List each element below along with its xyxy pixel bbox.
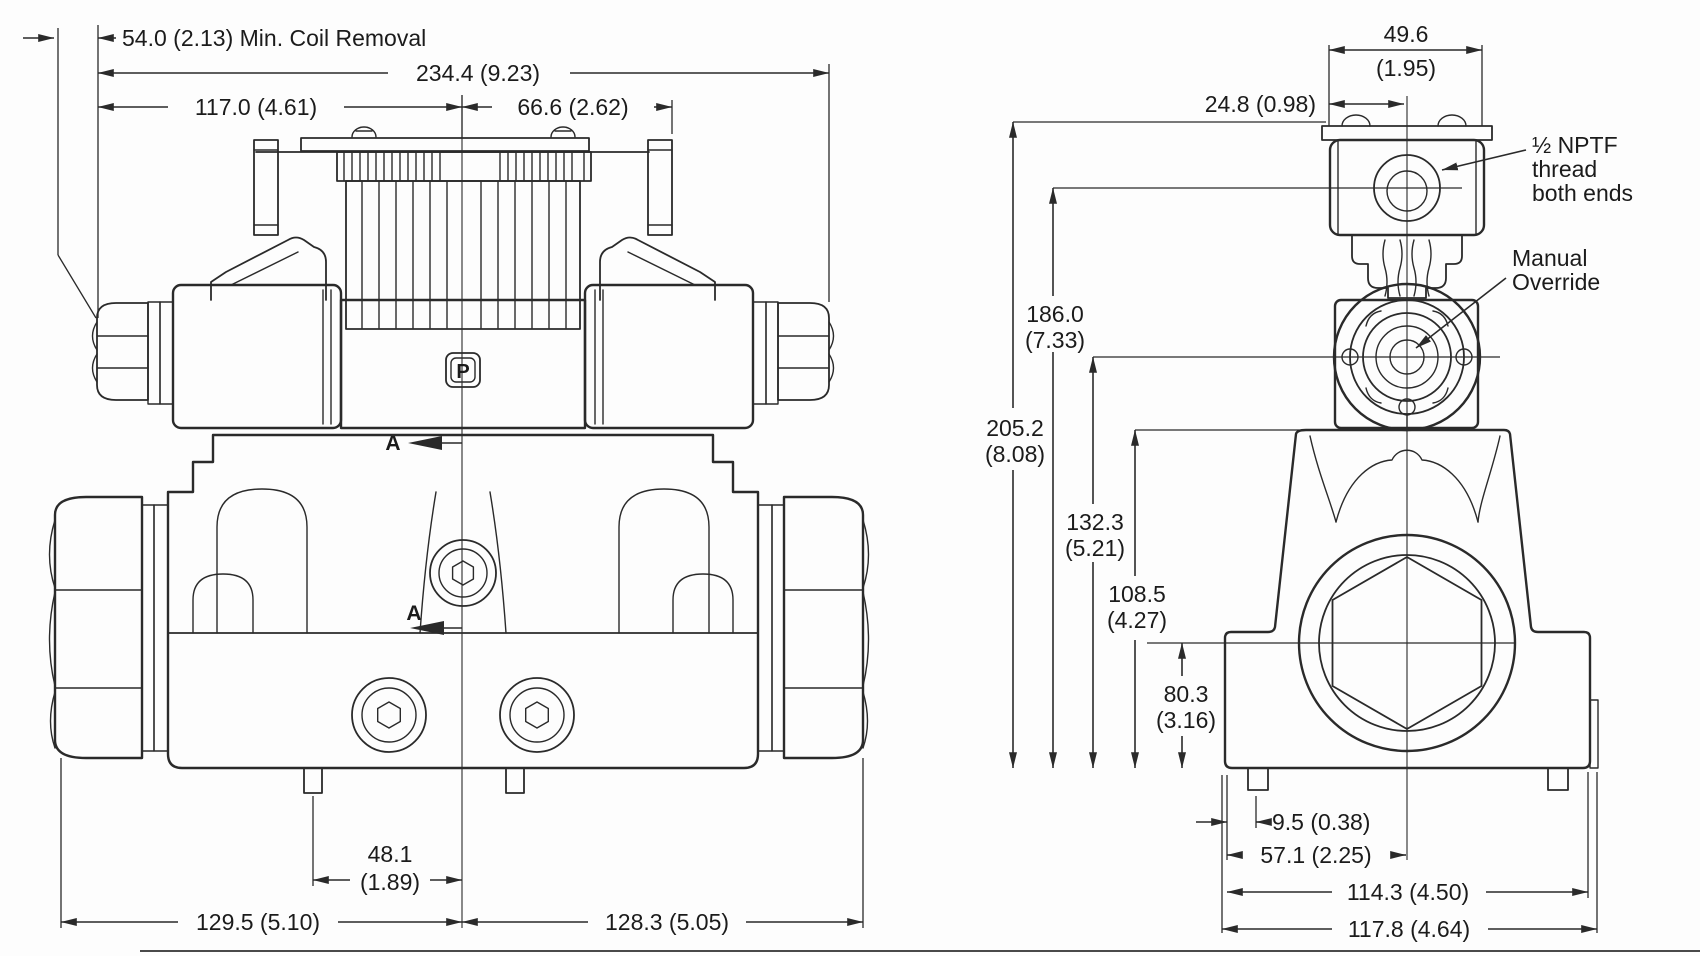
dim-overall-length: 234.4 (9.23): [415, 60, 541, 86]
valve-body-side: [1225, 430, 1598, 790]
dim-overall-height-mm: 205.2: [986, 415, 1044, 441]
casting-web-lines: [420, 492, 506, 633]
dim-mount-width: 114.3 (4.50): [1346, 879, 1470, 905]
label-manual-override: Manual: [1512, 245, 1588, 271]
port-fitting-left: [50, 497, 169, 758]
section-label-top: A: [385, 432, 401, 455]
side-annotations: [1416, 132, 1633, 348]
casting-arch-left: [217, 489, 307, 633]
front-view: [23, 25, 869, 935]
dim-body-height-in: (4.27): [1106, 607, 1168, 633]
fin-cap-stripes: [344, 153, 584, 180]
casting-arch-right: [619, 489, 709, 633]
dim-override-height-mm: 132.3: [1066, 509, 1124, 535]
dim-tab-offset: 9.5 (0.38): [1272, 809, 1371, 835]
dim-top-width-in: (1.95): [1375, 55, 1437, 81]
dim-left-section: 117.0 (4.61): [194, 94, 318, 120]
coil-nut-right: [778, 303, 829, 400]
valve-body-front: [168, 435, 758, 793]
svg-text:thread: thread: [1532, 156, 1598, 182]
dim-right-section: 66.6 (2.62): [517, 94, 629, 120]
dim-top-width-mm: 49.6: [1383, 21, 1429, 47]
coil-nut-left: [97, 303, 148, 400]
dim-tab-offset-in: (1.89): [359, 869, 421, 895]
coil-bracket-right: [600, 238, 715, 301]
dim-overall-height-in: (8.08): [984, 441, 1046, 467]
dim-bore-height-mm: 80.3: [1163, 681, 1209, 707]
dim-right-half: 128.3 (5.05): [604, 909, 730, 935]
dim-port-height-in: (7.33): [1024, 327, 1086, 353]
section-arrows: [385, 432, 462, 635]
dim-conduit-offset: 24.8 (0.98): [1204, 91, 1316, 117]
dim-body-height-mm: 108.5: [1108, 581, 1166, 607]
port-tag-label: P: [456, 361, 470, 383]
side-view: [985, 21, 1633, 942]
svg-text:Override: Override: [1512, 269, 1601, 295]
coil-bracket-left: [211, 238, 326, 301]
dim-port-height-mm: 186.0: [1026, 301, 1084, 327]
svg-text:both ends: both ends: [1532, 180, 1634, 206]
dim-center-width: 57.1 (2.25): [1260, 842, 1372, 868]
front-view-dimensions: [23, 25, 863, 935]
fin-stripes: [362, 182, 566, 328]
solenoid-right: [585, 238, 834, 429]
section-label-bottom: A: [406, 602, 422, 625]
dim-override-height-in: (5.21): [1064, 535, 1126, 561]
dim-left-half: 129.5 (5.10): [195, 909, 321, 935]
dim-min-coil-removal: 54.0 (2.13) Min. Coil Removal: [122, 25, 427, 51]
dim-tab-offset-mm: 48.1: [367, 841, 413, 867]
solenoid-left: [93, 238, 342, 429]
terminal-box: [254, 127, 672, 329]
label-nptf-thread: ½ NPTF: [1532, 132, 1618, 158]
port-fitting-right: [758, 497, 869, 758]
dim-overall-width: 117.8 (4.64): [1347, 916, 1471, 942]
dim-bore-height-in: (3.16): [1155, 707, 1217, 733]
